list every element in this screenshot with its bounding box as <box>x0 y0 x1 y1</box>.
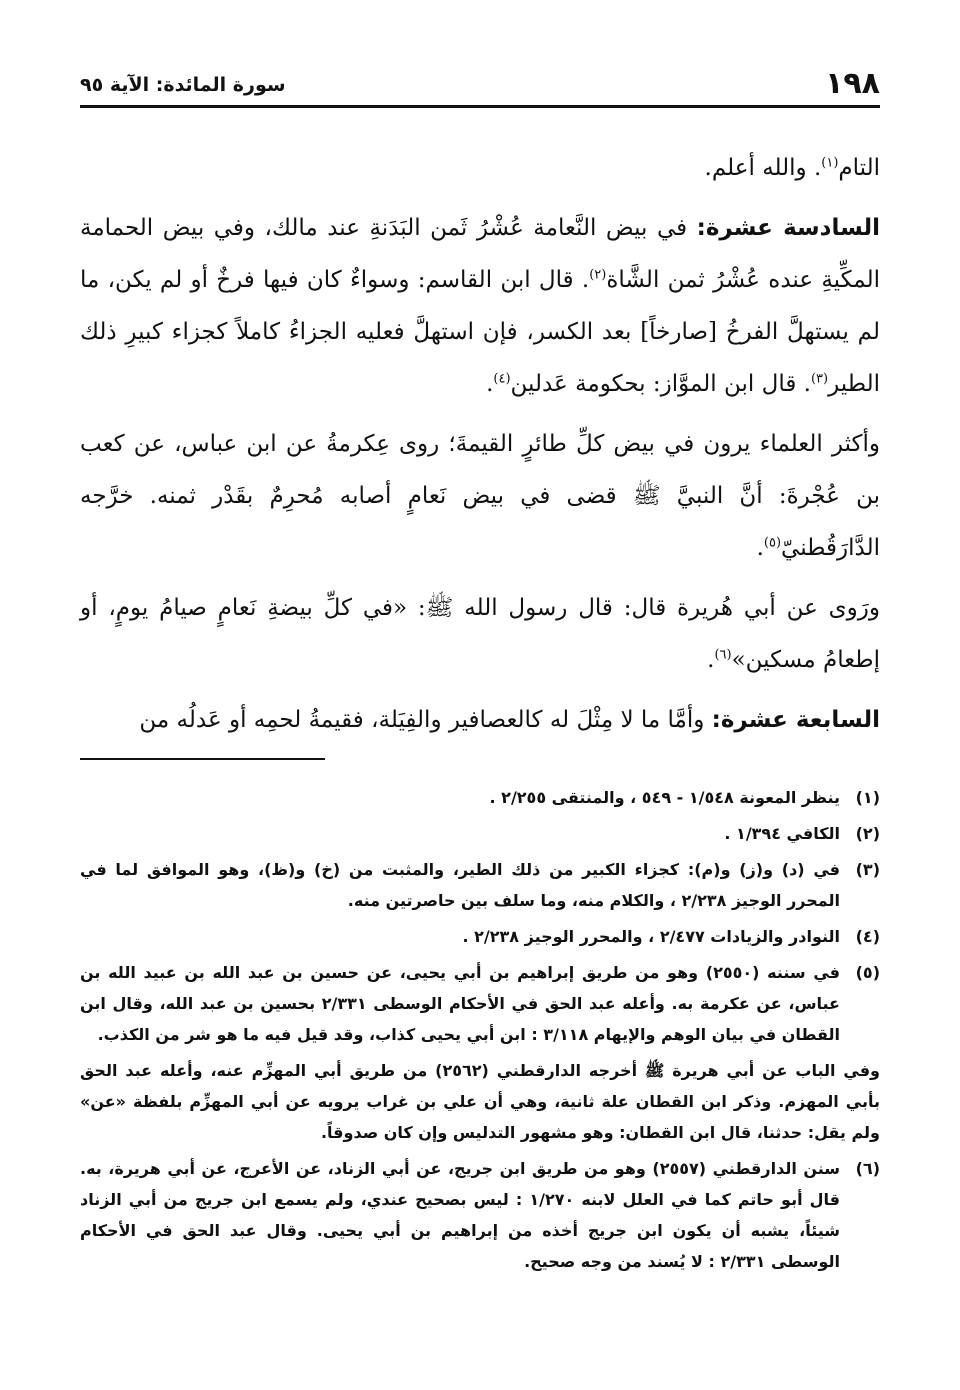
running-title: سورة المائدة: الآية ٩٥ <box>80 74 286 96</box>
footnote-text: في (د) و(ز) و(م): كجزاء الكبير من ذلك الطير، والمثبت من (خ) و(ظ)، وهو الموافق لما في المحرر الوجيز ٢/٢٣٨ ، والكلام منه، وما سلف بين حاصرتين منه. <box>80 860 840 910</box>
paragraph-tail: . والله أعلم. <box>704 155 822 181</box>
footnote-text: الكافي ١/٣٩٤ . <box>724 824 840 843</box>
page-header <box>80 55 880 99</box>
paragraph-1 <box>80 142 880 194</box>
footnote-text: ينظر المعونة ١/٥٤٨ - ٥٤٩ ، والمنتقى ٢/٢٥٥ . <box>489 788 840 807</box>
book-page <box>80 55 880 1282</box>
footnote <box>80 818 880 849</box>
section-heading: السابعة عشرة: <box>711 707 880 733</box>
footnote-marker: (٣) <box>810 371 829 387</box>
footnote <box>80 957 880 1050</box>
footnote-number: (٢) <box>855 824 880 843</box>
paragraph-2 <box>80 202 880 410</box>
paragraph-5 <box>80 694 880 746</box>
paragraph-tail: . <box>707 647 715 673</box>
page-number: ١٩٨ <box>825 66 880 101</box>
footnote <box>80 921 880 952</box>
footnote-text: وفي الباب عن أبي هريرة ﷺ أخرجه الدارقطني (٢٥٦٢) من طريق أبي المهزِّم عنه، وأعله عبد الحق بأبي المهزم. وذكر ابن القطان علة ثانية، وهي أن علي بن غراب يرويه عن أبي المهزِّم بلفظة «عن» ولم يقل: حدثنا، قال ابن القطان: وهو مشهور التدليس وإن كان صدوقاً. <box>80 1061 880 1142</box>
footnote <box>80 854 880 916</box>
footnotes <box>80 782 880 1277</box>
footnote-separator <box>80 758 325 760</box>
footnote-continuation <box>80 1055 880 1148</box>
paragraph-text: ورَوى عن أبي هُريرة قال: قال رسول الله ﷺ: «في كلِّ بيضةِ نَعامٍ صيامُ يومٍ، أو إطعامُ مسكين» <box>80 595 880 673</box>
footnote-number: (٥) <box>855 963 880 982</box>
footnote-marker: (٥) <box>763 535 782 551</box>
footnote-number: (٣) <box>855 860 880 879</box>
paragraph-text: في بيض النَّعامة عُشْرُ ثَمن البَدَنةِ عند مالك، وفي بيض الحمامة المكِّيةِ عنده عُشْرُ ثمن الشَّاة <box>80 215 881 293</box>
paragraph-text: وأكثر العلماء يرون في بيض كلِّ طائرٍ القيمةَ؛ روى عِكرمةُ عن ابن عباس، عن كعب بن عُجْرةَ: أنَّ النبيَّ ﷺ قضى في بيض نَعامٍ أصابه مُحرِمٌ بقَدْر ثمنه. خرَّجه الدَّارَقُطنيّ <box>80 431 880 561</box>
header-rule <box>80 105 880 108</box>
footnote-number: (٦) <box>855 1159 880 1178</box>
section-heading: السادسة عشرة: <box>696 215 881 241</box>
paragraph-text: . قال ابن القاسم: وسواءٌ كان فيها فرخٌ أو لم يكن، ما لم يستهلَّ الفرخُ [صارخاً] بعد الكسر، فإن استهلَّ فعليه الجزاءُ كاملاً كجزاء كبيرِ ذلك الطير <box>80 267 880 397</box>
footnote-number: (١) <box>855 788 880 807</box>
paragraph-text: التام <box>838 155 880 181</box>
footnote <box>80 782 880 813</box>
footnote-marker: (٢) <box>589 267 607 283</box>
paragraph-tail: . <box>756 535 764 561</box>
footnote-marker: (٤) <box>493 371 511 387</box>
footnote-text: في سننه (٢٥٥٠) وهو من طريق إبراهيم بن أبي يحيى، عن حسين بن عبد الله بن عبيد الله بن عباس، عن عكرمة به. وأعله عبد الحق في الأحكام الوسطى ٢/٣٣١ بحسين بن عبد الله، وقال ابن القطان في بيان الوهم والإيهام ٣/١١٨ : ابن أبي يحيى كذاب، وقد قيل فيه ما هو شر من الكذب. <box>80 963 840 1044</box>
footnote-text: سنن الدارقطني (٢٥٥٧) وهو من طريق ابن جريج، عن أبي الزناد، عن الأعرج، عن أبي هريرة، به. قال أبو حاتم كما في العلل لابنه ١/٢٧٠ : ليس بصحيح عندي، ولم يسمع ابن جريج من أبي الزناد شيئاً، يشبه أن يكون ابن جريج أخذه من إبراهيم بن أبي يحيى. وقال عبد الحق في الأحكام الوسطى ٢/٣٣١ : لا يُسند من وجه صحيح. <box>80 1159 841 1271</box>
paragraph-3 <box>80 418 880 574</box>
footnote-number: (٤) <box>855 927 880 946</box>
footnote-text: النوادر والزيادات ٢/٤٧٧ ، والمحرر الوجيز ٢/٢٣٨ . <box>462 927 840 946</box>
paragraph-tail: . <box>486 371 494 397</box>
footnote-marker: (١) <box>821 155 839 171</box>
paragraph-4 <box>80 582 880 686</box>
paragraph-text: وأمَّا ما لا مِثْلَ له كالعصافير والفِيَلة، فقيمةُ لحمِه أو عَدلُه من <box>139 707 712 733</box>
footnote <box>80 1153 880 1277</box>
main-text <box>80 142 880 746</box>
footnote-marker: (٦) <box>714 647 732 663</box>
paragraph-text: . قال ابن الموَّاز: بحكومة عَدلين <box>510 371 811 397</box>
